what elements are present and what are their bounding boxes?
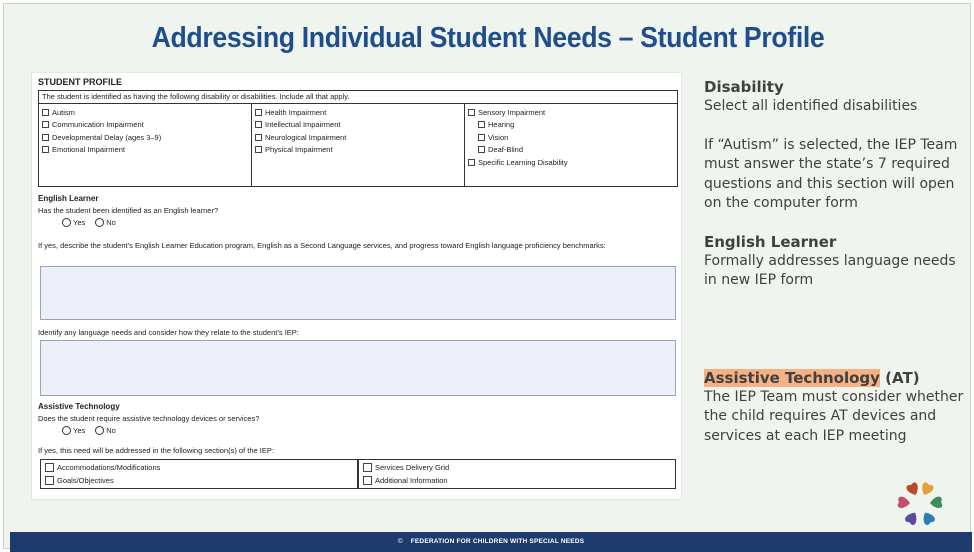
checkbox-icon[interactable] [45,476,54,485]
assistive-technology-radio-group [62,426,116,435]
checkbox-icon[interactable] [255,121,262,128]
disability-option[interactable]: Specific Learning Disability [468,156,674,169]
assistive-technology-label: Assistive Technology [38,402,120,411]
disability-option[interactable]: Communication Impairment [42,119,248,132]
checkbox-icon[interactable] [42,109,49,116]
footer-text: FEDERATION FOR CHILDREN WITH SPECIAL NEEDS [410,538,585,545]
form-heading: STUDENT PROFILE [38,77,123,87]
english-learner-label: English Learner [38,194,99,203]
assistive-technology-yes[interactable]: Yes [62,426,85,435]
assistive-technology-sections-prompt: If yes, this need will be addressed in the following section(s) of the IEP: [38,446,274,455]
assistive-technology-note-body: The IEP Team must consider whether the child requires AT devices and services at each IEP meeting [704,388,964,444]
checkbox-icon[interactable] [478,146,485,153]
english-learner-yes[interactable]: Yes [62,218,85,227]
english-learner-note-body: Formally addresses language needs in new IEP form [704,252,956,288]
checkbox-icon[interactable] [363,476,372,485]
disability-option[interactable]: Physical Impairment [255,144,461,157]
disability-option[interactable]: Sensory Impairment [468,106,674,119]
disability-option[interactable]: Neurological Impairment [255,131,461,144]
footer-bar [10,532,972,552]
assistive-technology-note-heading: Assistive Technology (AT) [704,368,920,387]
disability-note-heading: Disability [704,78,784,96]
radio-icon[interactable] [62,218,71,227]
english-learner-radio-group [62,218,116,227]
copyright-mark: © [397,538,403,545]
radio-icon[interactable] [62,426,71,435]
english-learner-question: Has the student been identified as an English learner? [38,206,219,215]
at-sections-left [41,460,358,488]
checkbox-icon[interactable] [42,134,49,141]
disability-column-2 [252,104,465,186]
disability-instruction: The student is identified as having the following disability or disabilities. Include all that apply. [39,91,677,104]
checkbox-icon[interactable] [255,109,262,116]
disability-option[interactable]: Developmental Delay (ages 3–9) [42,131,248,144]
page-title: Addressing Individual Student Needs – Student Profile [151,22,825,54]
assistive-technology-sections-box [40,459,676,489]
checkbox-icon[interactable] [255,146,262,153]
assistive-technology-no[interactable]: No [95,426,116,435]
disability-sub-option[interactable]: Vision [468,131,674,144]
disability-option[interactable]: Autism [42,106,248,119]
disability-column-3 [465,104,677,186]
english-learner-no[interactable]: No [95,218,116,227]
autism-note-body: If “Autism” is selected, the IEP Team must answer the state’s 7 required questions and this section will open on the computer form [704,136,958,211]
checkbox-icon[interactable] [468,159,475,166]
checkbox-icon[interactable] [478,134,485,141]
student-profile-form [31,72,682,500]
disability-option[interactable]: Intellectual Impairment [255,119,461,132]
disability-option[interactable]: Health Impairment [255,106,461,119]
disability-box [38,90,678,187]
checkbox-icon[interactable] [255,134,262,141]
checkbox-icon[interactable] [363,463,372,472]
highlighted-term: Assistive Technology [704,368,880,387]
disability-option[interactable]: Emotional Impairment [42,144,248,157]
checkbox-icon[interactable] [45,463,54,472]
radio-icon[interactable] [95,218,104,227]
at-section-option[interactable]: Accommodations/Modifications [45,461,353,474]
at-sections-right [358,460,675,488]
language-needs-textarea[interactable] [40,340,676,396]
notes-panel [704,78,966,446]
assistive-technology-question: Does the student require assistive technology devices or services? [38,414,260,423]
radio-icon[interactable] [95,426,104,435]
disability-sub-option[interactable]: Deaf-Blind [468,144,674,157]
at-section-option[interactable]: Goals/Objectives [45,474,353,487]
disability-note-body: Select all identified disabilities [704,98,918,114]
federation-logo-icon [890,476,950,532]
english-learner-note-heading: English Learner [704,232,837,251]
checkbox-icon[interactable] [42,121,49,128]
checkbox-icon[interactable] [42,146,49,153]
language-needs-prompt: Identify any language needs and consider how they relate to the student’s IEP: [38,328,299,337]
disability-column-1 [39,104,252,186]
english-learner-program-textarea[interactable] [40,266,676,320]
at-section-option[interactable]: Services Delivery Grid [363,461,671,474]
disability-sub-option[interactable]: Hearing [468,119,674,132]
slide [3,3,971,549]
checkbox-icon[interactable] [468,109,475,116]
at-section-option[interactable]: Additional Information [363,474,671,487]
checkbox-icon[interactable] [478,121,485,128]
english-learner-describe-prompt: If yes, describe the student’s English Learner Education program, English as a Second Language services, and progress toward English language proficiency benchmarks: [38,241,606,250]
